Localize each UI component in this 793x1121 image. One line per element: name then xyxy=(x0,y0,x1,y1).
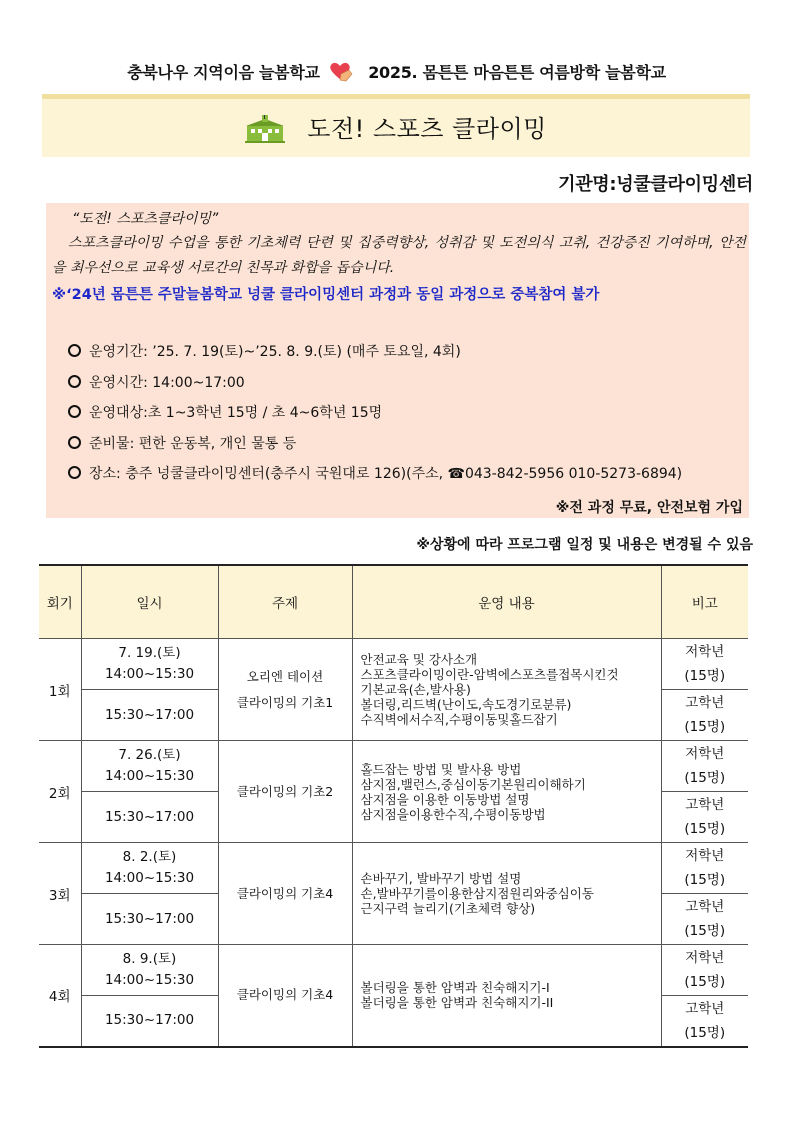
page-header xyxy=(0,60,793,86)
session-date-time: 7. 19.(토) 14:00~15:30 xyxy=(81,639,218,690)
session-number: 1회 xyxy=(39,639,81,741)
session-theme: 클라이밍의 기초4 xyxy=(218,843,352,945)
session-time: 15:30~17:00 xyxy=(81,996,218,1047)
header-content: 운영 내용 xyxy=(352,565,661,639)
program-description: 스포츠클라이밍 수업을 통한 기초체력 단련 및 집중력향상, 성취감 및 도전의식 고취, 건강증진 기여하며, 안전을 최우선으로 교육생 서로간의 친목과 화합을 돕습니다. xyxy=(52,235,746,276)
bullet-circle-icon xyxy=(68,344,81,357)
session-content: 손바꾸기, 발바꾸기 방법 설명 손,발바꾸기를이용한삼지점원리와중심이동 근지구력 늘리기(기초체력 향상) xyxy=(352,843,661,945)
session-note: 고학년 (15명) xyxy=(661,894,748,945)
bullet-circle-icon xyxy=(68,466,81,479)
program-quote: “도전! 스포츠클라이밍” xyxy=(72,211,219,227)
table-row xyxy=(39,741,748,792)
session-note: 저학년 (15명) xyxy=(661,945,748,996)
session-time: 15:30~17:00 xyxy=(81,690,218,741)
program-info-box xyxy=(46,203,749,518)
table-header-row xyxy=(39,565,748,639)
header-left-text: 충북나우 지역이음 늘봄학교 xyxy=(127,63,320,82)
title-banner xyxy=(42,94,750,157)
header-datetime: 일시 xyxy=(81,565,218,639)
session-number: 3회 xyxy=(39,843,81,945)
session-content: 볼더링을 통한 암벽과 친숙해지기-I 볼더링을 통한 암벽과 친숙해지기-II xyxy=(352,945,661,1047)
table-row xyxy=(39,945,748,996)
schedule-table xyxy=(39,564,748,1048)
detail-item: 운영시간: 14:00~17:00 xyxy=(68,371,682,402)
header-session: 회기 xyxy=(39,565,81,639)
session-note: 저학년 (15명) xyxy=(661,741,748,792)
session-note: 고학년 (15명) xyxy=(661,996,748,1047)
header-right-text: 2025. 몸튼튼 마음튼튼 여름방학 늘봄학교 xyxy=(368,63,666,82)
session-date-time: 7. 26.(토) 14:00~15:30 xyxy=(81,741,218,792)
session-date-time: 8. 9.(토) 14:00~15:30 xyxy=(81,945,218,996)
detail-item: 운영기간: ’25. 7. 19(토)~’25. 8. 9.(토) (매주 토요일, 4회) xyxy=(68,340,682,371)
session-note: 고학년 (15명) xyxy=(661,690,748,741)
heart-hand-icon xyxy=(327,60,353,86)
session-note: 저학년 (15명) xyxy=(661,843,748,894)
table-row xyxy=(39,843,748,894)
bullet-circle-icon xyxy=(68,436,81,449)
header-note: 비고 xyxy=(661,565,748,639)
school-building-icon xyxy=(245,115,285,143)
session-note: 저학년 (15명) xyxy=(661,639,748,690)
program-details xyxy=(68,340,682,493)
session-number: 4회 xyxy=(39,945,81,1047)
page-title: 도전! 스포츠 클라이밍 xyxy=(307,115,547,143)
bullet-circle-icon xyxy=(68,375,81,388)
session-time: 15:30~17:00 xyxy=(81,792,218,843)
session-theme: 클라이밍의 기초2 xyxy=(218,741,352,843)
organization-name: 기관명:넝쿨클라이밍센터 xyxy=(558,174,753,195)
session-number: 2회 xyxy=(39,741,81,843)
header-theme: 주제 xyxy=(218,565,352,639)
session-content: 홀드잡는 방법 및 발사용 방법 삼지점,밸런스,중심이동기본원리이해하기 삼지점을 이용한 이동방법 설명 삼지점을이용한수직,수평이동방법 xyxy=(352,741,661,843)
session-time: 15:30~17:00 xyxy=(81,894,218,945)
session-note: 고학년 (15명) xyxy=(661,792,748,843)
session-date-time: 8. 2.(토) 14:00~15:30 xyxy=(81,843,218,894)
duplicate-notice: ※‘24년 몸튼튼 주말늘봄학교 넝쿨 클라이밍센터 과정과 동일 과정으로 중복참여 불가 xyxy=(52,287,600,303)
session-content: 안전교육 및 강사소개 스포츠클라이밍이란-암벽에스포츠를접목시킨것 기본교육(손,발사용) 볼더링,리드벽(난이도,속도경기로분류) 수직벽에서수직,수평이동및홀드잡기 xyxy=(352,639,661,741)
table-row xyxy=(39,639,748,690)
free-note: ※전 과정 무료, 안전보험 가입 xyxy=(555,500,743,516)
session-theme: 오리엔 테이션 클라이밍의 기초1 xyxy=(218,639,352,741)
detail-item: 장소: 충주 넝쿨클라이밍센터(충주시 국원대로 126)(주소, ☎043-842-5956 010-5273-6894) xyxy=(68,462,682,493)
change-note: ※상황에 따라 프로그램 일정 및 내용은 변경될 수 있음 xyxy=(416,537,753,553)
detail-item: 운영대상:초 1~3학년 15명 / 초 4~6학년 15명 xyxy=(68,401,682,432)
detail-item: 준비물: 편한 운동복, 개인 물통 등 xyxy=(68,432,682,463)
bullet-circle-icon xyxy=(68,405,81,418)
session-theme: 클라이밍의 기초4 xyxy=(218,945,352,1047)
